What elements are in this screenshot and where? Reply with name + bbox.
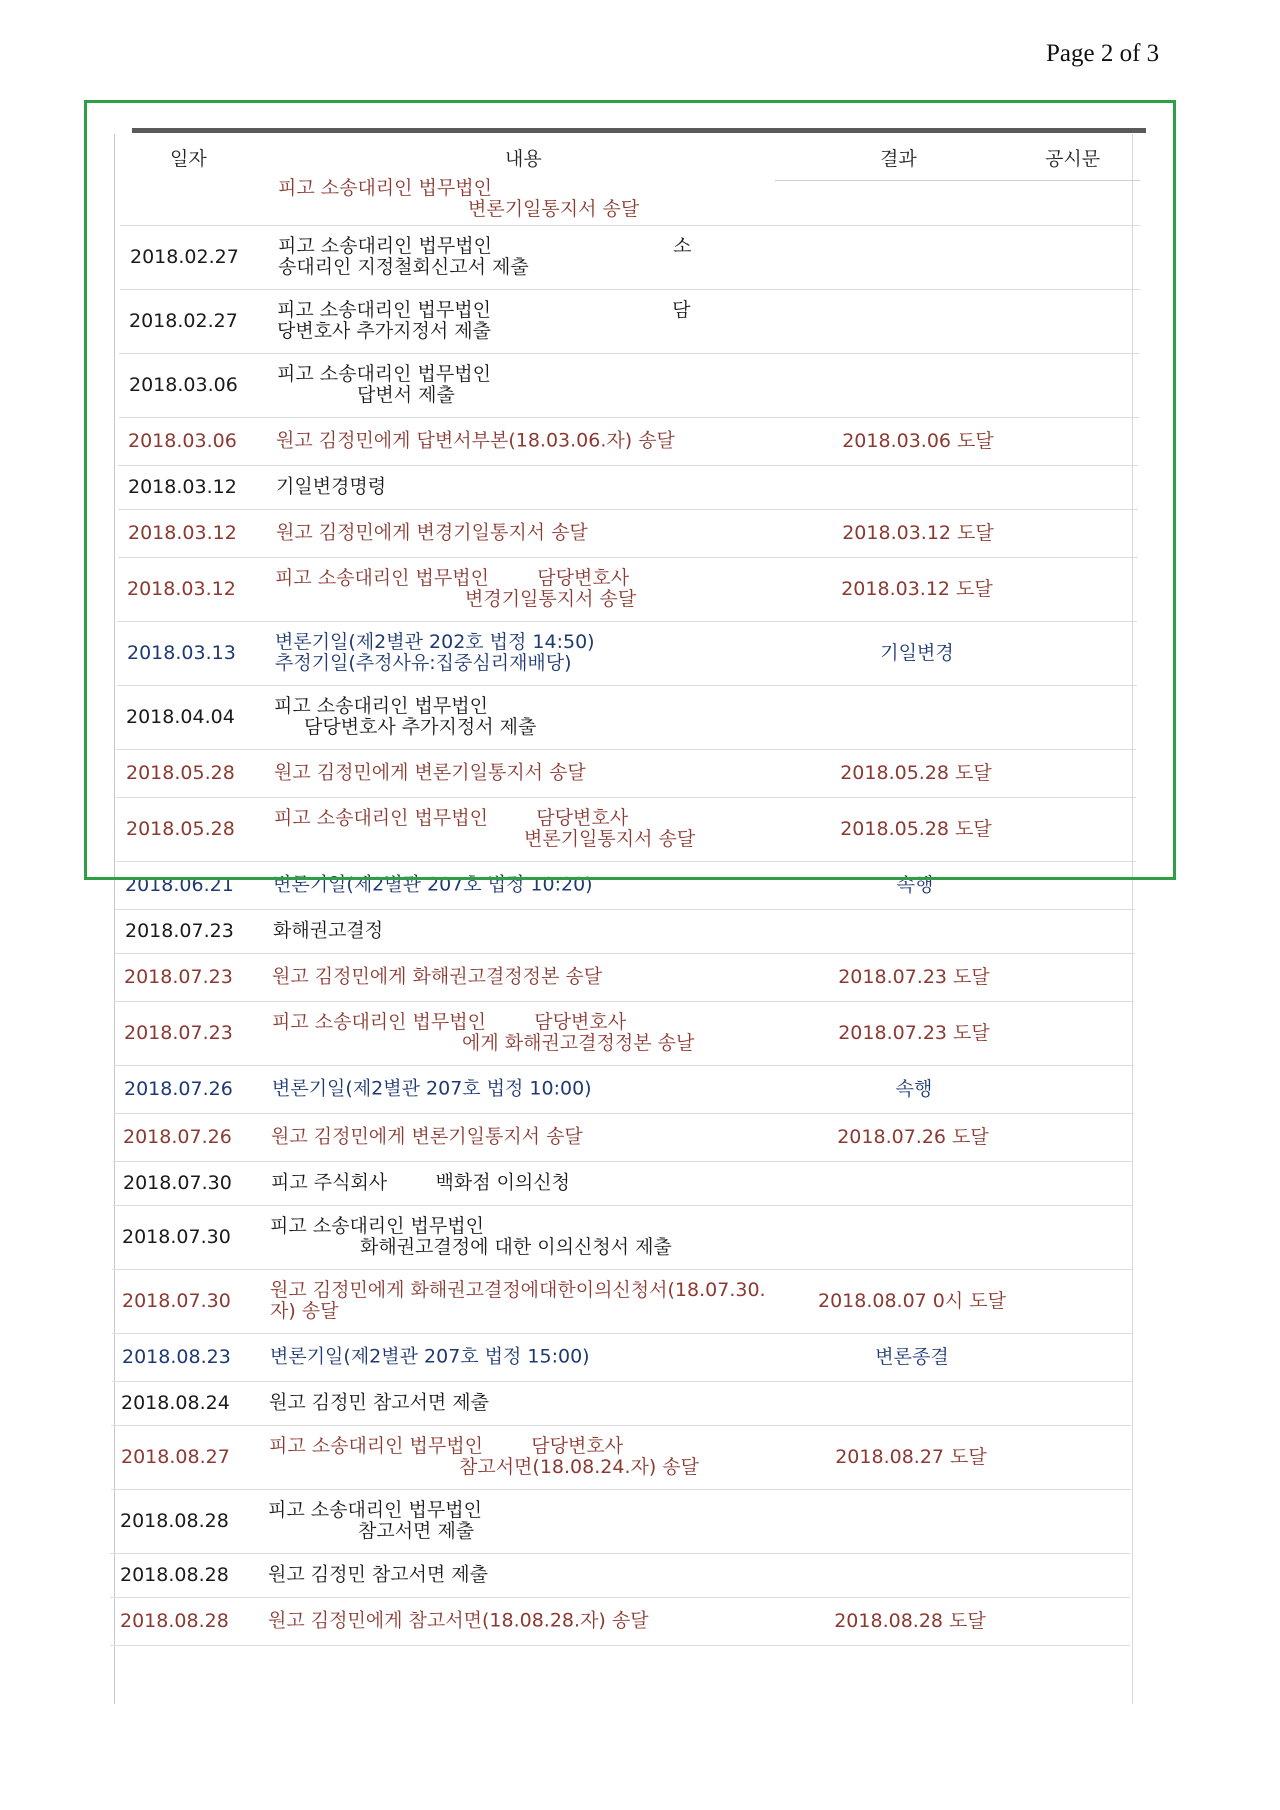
row-content: [269, 1436, 869, 1478]
row-content: [272, 967, 872, 988]
row-date: 2018.08.28: [120, 1510, 229, 1532]
row-date: 2018.07.23: [124, 966, 233, 988]
table-row: [110, 1553, 1130, 1598]
row-content: [272, 1012, 872, 1054]
row-date: 2018.03.13: [127, 642, 236, 664]
row-result: 2018.03.12 도달: [841, 578, 993, 600]
content-line: 변론기일통지서 송달: [468, 197, 640, 220]
row-result: 기일변경: [880, 642, 954, 664]
table-row: [114, 1001, 1134, 1066]
content-line: 담당변호사 추가지정서 제출: [304, 716, 537, 738]
content-line: 피고 소송대리인 법무법인 담당변호사: [272, 1011, 627, 1033]
content-line: 피고 소송대리인 법무법인 담당변호사: [269, 1435, 624, 1457]
row-date: 2018.07.23: [125, 920, 234, 942]
row-date: 2018.08.27: [121, 1446, 230, 1468]
content-line: 변론기일(제2별관 207호 법정 15:00): [270, 1345, 590, 1368]
row-date: 2018.03.12: [128, 476, 237, 498]
content-line: 변론기일(제2별관 202호 법정 14:50): [275, 631, 595, 653]
content-line: 참고서면 제출: [358, 1520, 475, 1542]
row-result: 2018.08.28 도달: [834, 1610, 986, 1632]
page-number: Page 2 of 3: [1046, 40, 1160, 67]
content-line: 기일변경명령: [276, 475, 387, 498]
content-line: 원고 김정민에게 변론기일통지서 송달: [271, 1125, 583, 1148]
header-notice: 공시문: [1045, 148, 1101, 170]
row-result: 변론종결: [875, 1346, 949, 1368]
table-row: [110, 1489, 1130, 1554]
content-line: 화해권고결정에 대한 이의신청서 제출: [360, 1236, 672, 1258]
content-line: 피고 소송대리인 법무법인 담당변호사: [275, 567, 630, 589]
row-date: 2018.08.24: [121, 1392, 230, 1414]
row-result: 2018.07.26 도달: [837, 1126, 989, 1148]
row-content: [273, 921, 873, 942]
content-line: 추정기일(추정사유:집중심리재배당): [275, 652, 572, 674]
content-line: 자) 송달: [270, 1300, 339, 1322]
row-result: 2018.08.27 도달: [835, 1446, 987, 1468]
content-line: 피고 소송대리인 법무법인: [274, 695, 488, 717]
row-date: 2018.02.27: [130, 246, 239, 268]
content-line: 피고 소송대리인 법무법인 담당변호사: [274, 807, 629, 829]
row-date: 2018.07.30: [122, 1226, 231, 1248]
row-content: [271, 1127, 871, 1148]
content-line: 변론기일(제2별관 207호 법정 10:20): [273, 873, 593, 896]
table-row: [112, 1205, 1132, 1270]
row-content: [268, 1611, 868, 1632]
content-line: 원고 김정민 참고서면 제출: [269, 1391, 490, 1414]
content-line: 원고 김정민에게 참고서면(18.08.28.자) 송달: [268, 1609, 649, 1632]
row-date: 2018.07.30: [123, 1172, 232, 1194]
row-result: 2018.05.28 도달: [840, 818, 992, 840]
row-date: 2018.02.27: [129, 310, 238, 332]
content-line: 피고 소송대리인 법무법인 소: [278, 235, 692, 257]
table-row: [112, 1269, 1132, 1334]
content-line: 에게 화해권고결정정본 송날: [462, 1032, 695, 1054]
row-result: 2018.08.07 0시 도달: [817, 1290, 1007, 1312]
row-result: 2018.05.28 도달: [840, 762, 992, 784]
table-row: [113, 1161, 1133, 1206]
table-row: [114, 1065, 1134, 1114]
content-line: 피고 소송대리인 법무법인: [268, 1499, 482, 1521]
table-row: [112, 1333, 1132, 1382]
row-result: 속행: [895, 1078, 933, 1100]
table-row: [111, 1425, 1131, 1490]
row-content: [268, 1500, 868, 1542]
row-content: [271, 1173, 871, 1194]
row-date: 2018.07.26: [124, 1078, 233, 1100]
content-line: 원고 김정민에게 변경기일통지서 송달: [276, 521, 588, 544]
content-line: 참고서면(18.08.24.자) 송달: [459, 1456, 699, 1478]
content-line: 변경기일통지서 송달: [465, 588, 637, 610]
row-content: [269, 1393, 869, 1414]
content-line: 변론기일통지서 송달: [524, 828, 696, 850]
row-date: 2018.03.06: [128, 430, 237, 452]
content-line: 원고 김정민에게 화해권고결정정본 송달: [272, 965, 603, 988]
content-line: 변론기일(제2별관 207호 법정 10:00): [272, 1077, 592, 1100]
row-date: 2018.03.06: [129, 374, 238, 396]
row-result: 2018.03.12 도달: [842, 522, 994, 544]
row-result: 2018.03.06 도달: [842, 430, 994, 452]
row-date: 2018.07.30: [122, 1290, 231, 1312]
header-date: 일자: [170, 148, 207, 170]
content-line: 송대리인 지정철회신고서 제출: [278, 256, 529, 278]
row-date: 2018.07.26: [123, 1126, 232, 1148]
table-row: [110, 1597, 1130, 1646]
highlight-box: [84, 100, 1176, 880]
row-content: [268, 1565, 868, 1586]
content-line: 당변호사 추가지정서 제출: [277, 320, 491, 342]
row-date: 2018.08.28: [120, 1610, 229, 1632]
row-date: 2018.03.12: [127, 578, 236, 600]
content-line: 피고 소송대리인 법무법인 담: [277, 299, 691, 321]
content-line: 피고 소송대리인 법무법인: [270, 1215, 484, 1237]
table-row: [115, 909, 1135, 954]
row-result: 2018.07.23 도달: [838, 966, 990, 988]
row-date: 2018.08.28: [120, 1564, 229, 1586]
row-content: [272, 1079, 872, 1100]
row-content: [270, 1216, 870, 1258]
header-result: 결과: [880, 148, 917, 170]
content-line: 원고 김정민에게 화해권고결정에대한이의신청서(18.07.30.: [270, 1279, 766, 1301]
row-date: 2018.05.28: [126, 818, 235, 840]
header-content: 내용: [505, 148, 542, 170]
row-result: 속행: [896, 874, 934, 896]
content-line: 답변서 제출: [357, 384, 455, 406]
table-row: [114, 953, 1134, 1002]
table-row: [111, 1381, 1131, 1426]
content-line: 원고 김정민에게 변론기일통지서 송달: [274, 761, 586, 784]
row-content: [270, 1347, 870, 1368]
row-result: 2018.07.23 도달: [838, 1022, 990, 1044]
row-date: 2018.07.23: [124, 1022, 233, 1044]
row-date: 2018.08.23: [122, 1346, 231, 1368]
content-line: 피고 소송대리인 법무법인: [277, 363, 491, 385]
content-line: 원고 김정민 참고서면 제출: [268, 1563, 489, 1586]
content-line: 피고 주식회사 백화점 이의신청: [271, 1171, 570, 1194]
row-date: 2018.05.28: [126, 762, 235, 784]
row-date: 2018.06.21: [125, 874, 234, 896]
table-row: [113, 1113, 1133, 1162]
row-date: 2018.04.04: [126, 706, 235, 728]
content-line: 피고 소송대리인 법무법인: [278, 176, 492, 199]
content-line: 원고 김정민에게 답변서부본(18.03.06.자) 송달: [276, 429, 675, 452]
row-date: 2018.03.12: [128, 522, 237, 544]
row-content: [270, 1280, 870, 1322]
content-line: 화해권고결정: [273, 919, 384, 942]
